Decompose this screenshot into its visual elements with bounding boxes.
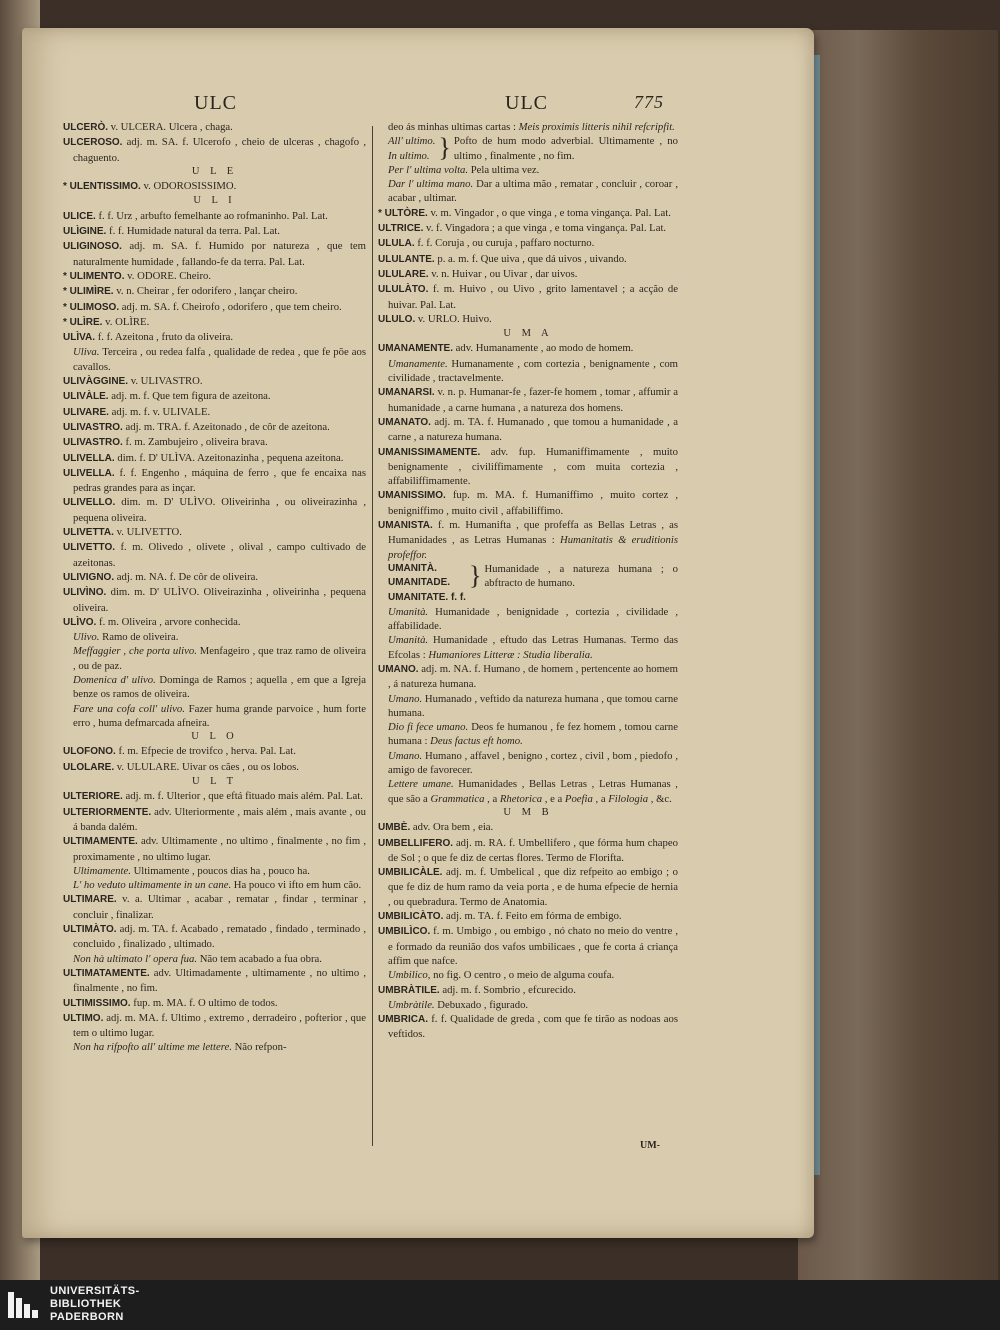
headword: ULÌVO. (63, 616, 97, 628)
definition: adj. m. TA. f. Acabado , rematado , findado , terminado , concluido , finalizado , ultimado. (73, 923, 366, 951)
latin-phrase: Poefia (564, 792, 593, 805)
library-name-line2: BIBLIOTHEK (50, 1298, 122, 1310)
headword: UMBELLIFERO. (378, 837, 453, 849)
headword: ULULARE. (378, 268, 429, 280)
definition: f. m. Humanifta , que profeffa as Bellas Letras , as Humanidades , as Letras Humanas : (388, 519, 678, 547)
definition: adj. m. RA. f. Umbellifero , que fórma hum chapeo de Sol ; o que fe diz de certas flores. Termo de Florifta. (388, 836, 678, 864)
dictionary-entry (378, 1012, 678, 1042)
dictionary-entry (378, 518, 678, 562)
definition: dim. m. D' ULÌVO. Oliveirazinha , oliveirinha , pequena oliveira. (73, 586, 366, 614)
headword: ULIGINOSO. (63, 241, 122, 253)
definition: Menfageiro , que traz ramo de oliveira , ou de paz. (73, 645, 366, 672)
headword: ULTRICE. (378, 223, 424, 235)
latin-phrase: Rhetorica (499, 792, 543, 805)
headword: ULIVETTA. (63, 527, 114, 539)
headword: ULIVETTO. (63, 542, 116, 554)
definition: v. ULIVETTO. (113, 526, 182, 539)
definition: v. ULULARE. Uivar os cães , ou os lobos. (114, 760, 299, 773)
brace-term: UMANITADE. (388, 577, 451, 589)
definition: adj. m. SA. f. Humido por natureza , que tem naturalmente humidade , fallando-fe da terra. Pal. Lat. (73, 240, 366, 268)
dictionary-entry (378, 267, 678, 282)
definition: adj. m. f. Umbelical , que diz refpeito ao embigo ; o que fe diz de hum ramo da veia porta , e de huma efpecie de hernia , ou quebradura. Termo de Anatomia. (388, 866, 678, 908)
example-phrase: Non hà ultimato l' opera fua. (73, 952, 198, 965)
headword: ULTERIORMENTE. (63, 806, 152, 818)
dictionary-entry (63, 120, 366, 135)
section-letters: U L E (191, 165, 238, 177)
sub-entry (378, 749, 678, 778)
dictionary-entry (63, 239, 366, 269)
brace-term: UMANITATE. f. f. (388, 591, 466, 603)
headword: UMANAMENTE. (378, 343, 453, 355)
headword: ULOFONO. (63, 746, 116, 758)
definition: adj. m. TRA. f. Azeitonado , de côr de azeitona. (122, 420, 330, 433)
dictionary-entry (63, 525, 366, 540)
dictionary-entry (63, 405, 366, 420)
definition: Dar a ultima mão , rematar , concluir , coroar , acabar , ultimar. (388, 178, 678, 205)
dictionary-entry (63, 300, 366, 315)
dictionary-entry (63, 224, 366, 239)
section-letters: U L T (191, 776, 238, 788)
dictionary-entry (378, 865, 678, 909)
headword: UMANISTA. (378, 520, 433, 532)
definition: Humanidade , eftudo das Letras Humanas. Termo das Efcolas : (388, 634, 678, 661)
definition: v. n. p. Humanar-fe , fazer-fe homem , tomar , affumir a humanidade , a carne humana , a natureza dos homens. (388, 386, 678, 414)
headword: ULIVELLO. (63, 497, 116, 509)
brace-definition: Pofto de hum modo adverbial. Ultimamente , no ultimo , finalmente , no fim. (453, 135, 678, 162)
definition: v. ODOROSISSIMO. (140, 180, 237, 193)
headword: ULTIMARE. (63, 894, 117, 906)
sub-entry (378, 968, 678, 982)
example-phrase: Umanità. (388, 634, 429, 647)
section-letters: U M A (503, 328, 553, 340)
dictionary-entry (63, 570, 366, 585)
dictionary-entry (63, 435, 366, 450)
headword: ULIVÀLE. (63, 391, 109, 403)
definition: adj. m. TA. f. Feito em fórma de embigo. (443, 910, 622, 923)
sub-entry (63, 644, 366, 673)
definition: f. m. Zambujeiro , oliveira brava. (122, 436, 268, 449)
definition: adv. Ultimadamente , ultimamente , no ultimo , finalmente , no fim. (73, 966, 366, 995)
headword: UMBÈ. (378, 822, 411, 834)
brace-entry (378, 562, 678, 605)
definition: , a (592, 792, 609, 805)
dictionary-entry (378, 282, 678, 312)
library-logo-icon (6, 1288, 40, 1322)
dictionary-entry (63, 834, 366, 864)
definition: v. m. Vingador , o que vinga , e toma vingança. Pal. Lat. (427, 206, 671, 219)
dictionary-entry (378, 415, 678, 445)
definition: Humanamente , com cortezia , benignamente , com civilidade , tractavelmente. (388, 357, 678, 385)
definition: f. f. Urz , arbufto femelhante ao rofmaninho. Pal. Lat. (95, 209, 328, 222)
dictionary-entry (63, 585, 366, 615)
definition: fup. m. MA. f. Humaniffimo , muito cortez , benigniffimo , muito civil , affabiliffimo. (388, 489, 678, 517)
continued-text: deo ás minhas ultimas cartas : (388, 121, 519, 133)
brace-term: In ultimo. (388, 149, 430, 162)
latin-phrase: Filologia (608, 792, 649, 805)
headword: * ULIMÌRE. (63, 286, 114, 298)
headword: UMANARSI. (378, 387, 435, 399)
dictionary-entry (63, 744, 366, 759)
definition: Humano , affavel , benigno , cortez , civil , bom , piedofo , amigo de favorecer. (388, 749, 678, 777)
headword: ULCERÒ. (63, 122, 108, 133)
example-phrase: Domenica d' ulivo. (73, 673, 156, 686)
definition: adj. m. SA. f. Ulcerofo , cheio de ulceras , chagofo , chaguento. (73, 136, 366, 164)
sub-entry (378, 357, 678, 386)
dictionary-entry (63, 892, 366, 922)
dictionary-entry (378, 983, 678, 998)
dictionary-entry (63, 805, 366, 835)
dictionary-entry (378, 221, 678, 236)
headword: * ULÌRE. (63, 316, 103, 328)
definition: f. f. Coruja , ou curuja , paffaro nocturno. (414, 237, 595, 250)
dictionary-entry (378, 662, 678, 692)
dictionary-entry (378, 836, 678, 866)
latin-phrase: Humanitatis & eruditionis profeffor. (388, 534, 678, 561)
definition: f. m. Huivo , ou Uivo , grito lamentavel ; a acção de huivar. Pal. Lat. (388, 283, 678, 311)
headword: * ULTÒRE. (378, 207, 428, 219)
sub-entry (378, 163, 678, 177)
definition: Deos fe humanou , fe fez homem , tomou carne humana : (388, 721, 678, 748)
dictionary-entry (63, 389, 366, 404)
dictionary-entry (378, 385, 678, 415)
sub-entry (378, 777, 678, 806)
definition: Ramo de oliveira. (99, 631, 179, 644)
sub-entry (378, 998, 678, 1012)
definition: , a (484, 792, 500, 805)
example-phrase: Dar l' ultima mano. (388, 178, 474, 191)
headword: * ULENTISSIMO. (63, 181, 141, 193)
brace-icon: } (468, 560, 482, 590)
definition: adj. m. TA. f. Humanado , que tomou a humanidade , a carne , a natureza humana. (388, 415, 678, 444)
dictionary-entry (63, 451, 366, 466)
definition: Não refpon- (231, 1041, 287, 1054)
headword: UMANISSIMAMENTE. (378, 446, 481, 458)
dictionary-entry (63, 179, 366, 194)
headword: UMBILICÀLE. (378, 867, 443, 879)
headword: ULICE. (63, 210, 96, 222)
definition: adj. m. NA. f. Humano , de homem , pertencente ao homem , á natureza humana. (388, 662, 678, 691)
dictionary-entry (378, 206, 678, 221)
latin-phrase: Humaniores Litteræ : Studia liberalia. (428, 648, 593, 661)
definition: adj. m. f. v. ULIVALE. (108, 405, 211, 418)
dictionary-entry (378, 445, 678, 489)
left-column (63, 120, 366, 1055)
catchword: UM- (640, 1140, 660, 1151)
definition: , e a (542, 792, 565, 805)
dictionary-entry (63, 330, 366, 345)
dictionary-entry (378, 252, 678, 267)
brace-definition: Humanidade , a natureza humana ; o abftracto de humano. (484, 562, 678, 590)
headword: UMANISSIMO. (378, 490, 446, 502)
dictionary-entry (63, 760, 366, 775)
definition: dim. f. D' ULÌVA. Azeitonazinha , pequena azeitona. (114, 451, 344, 464)
headword: ULULÀTO. (378, 284, 429, 296)
definition: Fazer huma grande parvoice , hum forte erro , huma defmarcada afneira. (73, 702, 366, 729)
definition: v. ULIVASTRO. (128, 375, 203, 388)
definition: adj. m. SA. f. Cheirofo , odorifero , que tem cheiro. (119, 300, 342, 313)
definition: v. f. Vingadora ; a que vinga , e toma vingança. Pal. Lat. (423, 222, 667, 235)
headword: * ULIMENTO. (63, 270, 125, 282)
headword: ULULA. (378, 238, 415, 250)
definition: adv. fup. Humaniffimamente , muito benignamente , civiliffimamente , com muita cortezia , affabiliffimamente. (388, 445, 678, 488)
dictionary-entry (63, 466, 366, 496)
definition: adj. m. f. Ulterior , que eftá fituado mais além. Pal. Lat. (122, 790, 363, 803)
headword: UMANATO. (378, 416, 431, 428)
library-footer (0, 1280, 1000, 1330)
sub-entry (63, 878, 366, 892)
example-phrase: Ulivo. (73, 631, 100, 644)
column-divider (372, 126, 373, 1146)
definition: v. n. Cheirar , fer odorifero , lançar cheiro. (113, 285, 298, 298)
running-head-left: ULC (194, 92, 237, 114)
dictionary-entry (63, 135, 366, 165)
headword: ULIVELLA. (63, 467, 115, 479)
example-phrase: Umbràtile. (388, 998, 435, 1011)
brace-term: All' ultimo. (388, 135, 436, 148)
dictionary-entry (63, 495, 366, 525)
section-letters: U M B (503, 806, 553, 818)
dictionary-entry (63, 420, 366, 435)
headword: ULÌVA. (63, 332, 96, 344)
dictionary-entry (63, 315, 366, 330)
definition: Ultimamente , poucos dias ha , pouco ha. (130, 864, 310, 877)
headword: ULIVELLA. (63, 452, 115, 464)
definition: f. f. Azeitona , fruto da oliveira. (95, 331, 234, 344)
example-phrase: Umanità. (388, 605, 429, 618)
example-phrase: Fare una cofa coll' ulivo. (73, 702, 185, 715)
example-phrase: Dio fi fece umano. (388, 721, 469, 734)
definition: v. OLÌRE. (102, 315, 150, 328)
definition: adv. Ultimamente , no ultimo , finalmente , no fim , proximamente , no ultimo lugar. (73, 835, 366, 863)
definition: adv. Ulteriormente , mais além , mais avante , ou á banda dalém. (73, 805, 366, 833)
headword: ULOLARE. (63, 761, 115, 773)
book-binding (798, 30, 998, 1280)
dictionary-entry (378, 909, 678, 924)
sub-entry (63, 864, 366, 878)
right-column (378, 120, 678, 1042)
headword: ULIVÌNO. (63, 587, 107, 599)
brace-icon: } (438, 133, 451, 163)
definition: f. m. Efpecie de trovifco , herva. Pal. Lat. (115, 745, 296, 758)
example-phrase: L' ho veduto ultimamente in un cane. (73, 879, 232, 892)
definition: v. ULCERA. Ulcera , chaga. (108, 121, 233, 133)
definition: Terceira , ou redea falfa , qualidade de redea , que fe põe aos cavallos. (73, 346, 366, 373)
dictionary-entry (378, 312, 678, 327)
definition: Ha pouco vi ifto em hum cão. (231, 879, 362, 892)
example-phrase: Meffaggier , che porta ulivo. (73, 645, 197, 658)
definition: Humanidade , benignidade , cortezia , civilidade , affabilidade. (388, 605, 678, 633)
sub-entry (378, 177, 678, 206)
sub-entry (378, 692, 678, 721)
library-name-line1: UNIVERSITÄTS- (50, 1285, 140, 1297)
definition: v. ODORE. Cheiro. (124, 269, 212, 282)
page-number: 775 (634, 92, 664, 112)
dictionary-entry (63, 540, 366, 570)
example-phrase: Non ha rifpofto all' ultime me lettere. (73, 1041, 232, 1054)
definition: f. m. Oliveira , arvore conhecida. (96, 615, 241, 628)
dictionary-entry (378, 820, 678, 835)
headword: UMBILICÀTO. (378, 911, 444, 923)
definition: adv. Ora bem , eia. (410, 821, 494, 834)
example-phrase: Uliva. (73, 346, 100, 359)
headword: ULULANTE. (378, 253, 435, 265)
dictionary-entry (63, 966, 366, 996)
definition: fup. m. MA. f. O ultimo de todos. (130, 996, 278, 1009)
headword: ULTIMO. (63, 1012, 104, 1024)
definition: Pela ultima vez. (468, 163, 540, 176)
dictionary-entry (63, 374, 366, 389)
dictionary-entry (63, 269, 366, 284)
headword: ULIVARE. (63, 406, 109, 418)
latin-phrase: Deus factus eft homo. (430, 735, 523, 748)
sub-entry (63, 345, 366, 374)
running-head-right: ULC (505, 92, 548, 114)
definition: adj. m. f. Que tem figura de azeitona. (108, 390, 271, 403)
definition: f. f. Humidade natural da terra. Pal. Lat. (106, 225, 280, 238)
definition: adj. m. NA. f. De côr de oliveira. (114, 570, 259, 583)
dictionary-entry (63, 284, 366, 299)
dictionary-entry (63, 1011, 366, 1041)
dictionary-entry (63, 789, 366, 804)
dictionary-entry (63, 615, 366, 630)
section-letters: U L I (193, 195, 236, 207)
brace-entry (378, 134, 678, 163)
definition: v. URLO. Huivo. (415, 312, 492, 325)
brace-term: UMANITÀ. (388, 562, 437, 574)
example-phrase: Umbilico, (388, 969, 431, 982)
sub-entry (378, 633, 678, 662)
headword: ULIVASTRO. (63, 421, 123, 433)
headword: ULIVIGNO. (63, 571, 115, 583)
definition: f. m. Umbigo , ou embigo , nó chato no meio do ventre , e formado da reunião dos vafos umbilicaes , que fe corta á criança affim que nafce. (388, 925, 678, 967)
definition: Não tem acabado a fua obra. (197, 952, 322, 965)
dictionary-entry (378, 488, 678, 518)
headword: ULIVÀGGINE. (63, 376, 129, 388)
example-phrase: Per l' ultima volta. (388, 163, 469, 176)
headword: ULÌGINE. (63, 226, 107, 238)
definition: adj. m. f. Sombrio , efcurecido. (439, 983, 576, 996)
latin-phrase: Meis proximis litteris nihil refcripfit. (518, 121, 675, 133)
headword: UMBRÀTILE. (378, 984, 440, 996)
sub-entry (378, 720, 678, 749)
headword: UMBILÌCO. (378, 926, 431, 938)
section-letters: U L O (191, 731, 238, 743)
headword: ULULO. (378, 313, 416, 325)
library-name-line3: PADERBORN (50, 1311, 124, 1323)
definition: f. f. Engenho , máquina de ferro , que fe encaixa nas pedras grandes para as inçar. (73, 466, 366, 495)
dictionary-entry (63, 209, 366, 224)
sub-entry (378, 605, 678, 634)
dictionary-entry (63, 922, 366, 952)
definition: v. n. Huivar , ou Uivar , dar uivos. (428, 267, 578, 280)
example-phrase: Ultimamente. (73, 864, 131, 877)
example-phrase: Umanamente. (388, 357, 448, 370)
example-phrase: Umano. (388, 749, 423, 762)
sub-entry (63, 673, 366, 702)
headword: ULTIMISSIMO. (63, 997, 131, 1009)
definition: Debuxado , figurado. (434, 998, 529, 1011)
latin-phrase: Grammatica (430, 792, 485, 805)
headword: ULTIMAMENTE. (63, 836, 138, 848)
headword: UMANO. (378, 663, 419, 675)
headword: ULCEROSO. (63, 137, 123, 149)
sub-entry (63, 702, 366, 731)
definition: , &c. (648, 792, 672, 805)
definition: Dominga de Ramos ; aquella , em que a Igreja benze os ramos de oliveira. (73, 673, 366, 701)
headword: ULIVASTRO. (63, 437, 123, 449)
headword: ULTERIORE. (63, 791, 123, 803)
example-phrase: Lettere umane. (388, 778, 454, 791)
dictionary-entry (378, 341, 678, 356)
headword: UMBRICA. (378, 1014, 428, 1026)
sub-entry (378, 120, 678, 134)
definition: no fig. O centro , o meio de alguma coufa. (430, 969, 615, 982)
sub-entry (63, 630, 366, 644)
definition: f. f. Qualidade de greda , com que fe tirão as nodoas aos veftidos. (388, 1013, 678, 1041)
definition: dim. m. D' ULÌVO. Oliveirinha , ou oliveirazinha , pequena oliveira. (73, 496, 366, 524)
definition: v. a. Ultimar , acabar , rematar , findar , terminar , concluir , finalizar. (73, 893, 366, 921)
headword: ULTIMÀTO. (63, 924, 117, 936)
dictionary-entry (63, 996, 366, 1011)
dictionary-entry (378, 236, 678, 251)
definition: adv. Humanamente , ao modo de homem. (453, 342, 634, 355)
dictionary-entry (378, 924, 678, 968)
headword: * ULIMOSO. (63, 301, 120, 313)
sub-entry (63, 1040, 366, 1054)
definition: adj. m. MA. f. Ultimo , extremo , derradeiro , pofterior , que tem o ultimo lugar. (73, 1011, 366, 1040)
definition: p. a. m. f. Que uiva , que dá uivos , uivando. (434, 252, 627, 265)
definition: Humanado , veftido da natureza humana , que tomou carne humana. (388, 692, 678, 719)
headword: ULTIMATAMENTE. (63, 967, 150, 979)
sub-entry (63, 952, 366, 966)
example-phrase: Umano. (388, 692, 423, 705)
definition: Humanidades , Bellas Letras , Letras Humanas , que são a (388, 778, 678, 805)
definition: f. m. Olivedo , olivete , olival , campo cultivado de azeitonas. (73, 541, 366, 569)
